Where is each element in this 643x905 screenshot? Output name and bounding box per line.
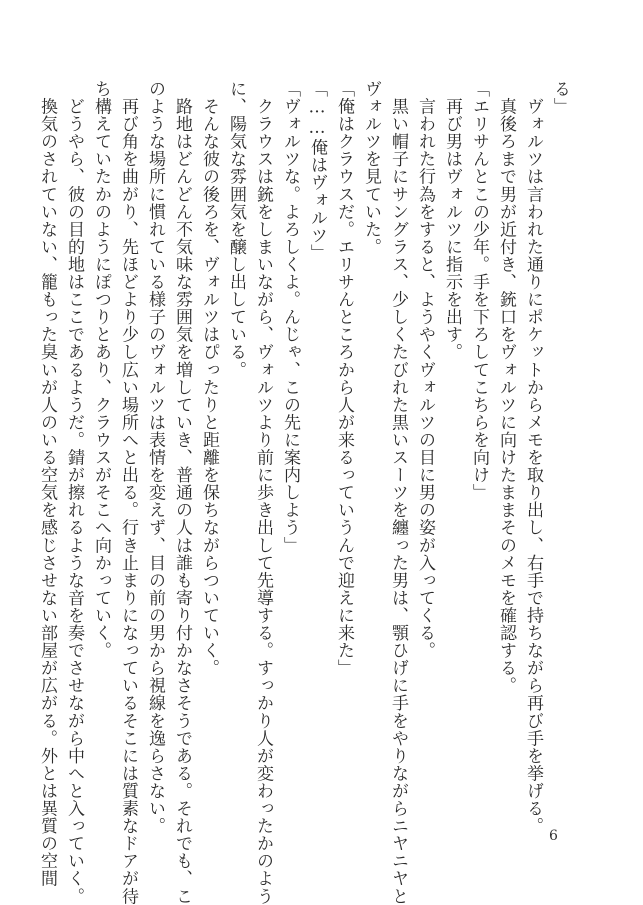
text-line: クラウスは銃をしまいながら、ヴォルツより前に歩き出して先導する。すっかり人が変わったかのよう [253, 80, 273, 905]
text-line: 黒い帽子にサングラス、少しくたびれた黒いスーツを纏った男は、顎ひげに手をやりながらニヤニヤと [388, 80, 408, 905]
text-line: 真後ろまで男が近付き、銃口をヴォルツに向けたままそのメモを確認する。 [496, 80, 516, 695]
text-line: ヴォルツは言われた通りにポケットからメモを取り出し、右手で持ちながら再び手を挙げる。 [523, 80, 543, 835]
text-line: 「……俺はヴォルツ」 [307, 80, 327, 262]
page-number: 6 [549, 828, 558, 844]
text-line: ち構えていたかのようにぽつりとあり、クラウスがそこへ向かっていく。 [91, 80, 111, 660]
text-line: 言われた行為をすると、ようやくヴォルツの目に男の姿が入ってくる。 [415, 80, 435, 660]
text-line: ヴォルツを見ていた。 [361, 80, 381, 256]
text-line: 換気のされていない、籠もった臭いが人のいる空気を感じさせない部屋が広がる。外とは異質の空間 [37, 80, 57, 888]
text-line: 「ヴォルツな。よろしくよ。んじゃ、この先に案内しよう」 [280, 80, 300, 554]
text-line: る」 [550, 80, 570, 116]
text-line: 路地はどんどん不気味な雰囲気を増していき、普通の人は誰も寄り付かなさそうである。それでも、こ [172, 80, 192, 905]
text-line: そんな彼の後ろを、ヴォルツはぴったりと距離を保ちながらついていく。 [199, 80, 219, 677]
text-line: 「エリサんとこの少年。手を下ろしてこちらを向け」 [469, 80, 489, 502]
text-line: 再び男はヴォルツに指示を出す。 [442, 80, 462, 361]
text-line: のような場所に慣れている様子のヴォルツは表情を変えず、目の前の男から視線を逸らさない。 [145, 80, 165, 835]
text-line: に、陽気な雰囲気を醸し出している。 [226, 80, 246, 379]
text-line: 「俺はクラウスだ。エリサんところから人が来るっていうんで迎えに来た」 [334, 80, 354, 677]
vertical-text-body [33, 80, 573, 905]
text-line: 再び角を曲がり、先ほどより少し広い場所へと出る。行き止まりになっているそこには質素なドアが待 [118, 80, 138, 905]
text-line: どうやら、彼の目的地はここであるようだ。錆が擦れるような音を奏でさせながら中へと入っていく。 [64, 80, 84, 905]
